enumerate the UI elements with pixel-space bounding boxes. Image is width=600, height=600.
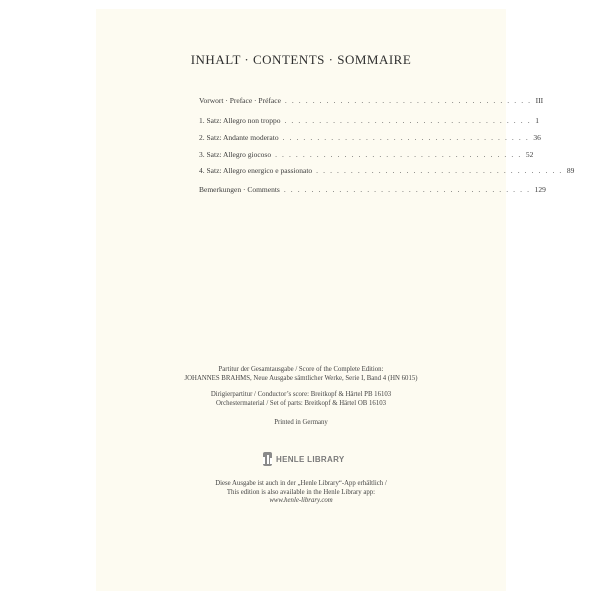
toc-entry-label: Bemerkungen · Comments: [199, 185, 280, 194]
toc-entry-label: 1. Satz: Allegro non troppo: [199, 116, 281, 125]
app-notice-line: This edition is also available in the Henle Library app:: [226, 488, 376, 496]
document-page: [96, 9, 575, 591]
toc-entry-page: 52: [525, 150, 534, 159]
edition-line: JOHANNES BRAHMS, Neue Ausgabe sämtlicher Werke, Serie I, Band 4 (HN 6015): [184, 374, 418, 382]
toc-entry-page: 1: [535, 116, 539, 125]
henle-library-link[interactable]: www.henle-library.com: [269, 497, 333, 504]
toc-leader-dots: . . . . . . . . . . . . . . . . . . . . . . . . . . . . . . . . . . . .: [282, 133, 530, 142]
edition-info: [96, 366, 506, 383]
henle-library-logo: [263, 451, 345, 467]
toc-leader-dots: . . . . . . . . . . . . . . . . . . . . . . . . . . . . . . . . . . . .: [275, 150, 522, 159]
logo-text: HENLE LIBRARY: [276, 454, 345, 464]
toc-entry-comments: [199, 185, 546, 195]
conductor-score-line: Dirigierpartitur / Conductor’s score: Breitkopf & Härtel PB 16103: [210, 391, 392, 398]
toc-entry-preface: [199, 96, 544, 106]
printed-note: [96, 419, 506, 428]
toc-entry-page: 89: [566, 166, 575, 175]
edition-line: Partitur der Gesamtausgabe / Score of the Complete Edition:: [218, 366, 384, 373]
toc-leader-dots: . . . . . . . . . . . . . . . . . . . . . . . . . . . . . . . . . . . .: [284, 116, 532, 125]
toc-leader-dots: . . . . . . . . . . . . . . . . . . . . . . . . . . . . . . . . . . . .: [316, 166, 563, 175]
toc-entry-movement-4: [199, 166, 575, 176]
toc-entry-page: 129: [534, 185, 546, 194]
contents-title: INHALT · CONTENTS · SOMMAIRE: [190, 52, 412, 67]
toc-entry-label: 3. Satz: Allegro giocoso: [199, 150, 272, 159]
app-notice: [96, 480, 506, 506]
toc-entry-movement-2: [199, 133, 541, 143]
orchestral-parts-line: Orchestermaterial / Set of parts: Breitkopf & Härtel OB 16103: [215, 399, 387, 407]
parts-info: [96, 391, 506, 408]
toc-entry-page: III: [535, 96, 544, 105]
toc-entry-movement-1: [199, 116, 539, 126]
toc-entry-label: 4. Satz: Allegro energico e passionato: [199, 166, 313, 175]
toc-entry-page: 36: [533, 133, 541, 142]
henle-library-icon: [263, 452, 272, 466]
printed-in-label: Printed in Germany: [274, 419, 328, 426]
toc-entry-movement-3: [199, 150, 534, 160]
toc-leader-dots: . . . . . . . . . . . . . . . . . . . . . . . . . . . . . . . . . . . .: [284, 96, 532, 105]
toc-entry-label: 2. Satz: Andante moderato: [199, 133, 279, 142]
toc-leader-dots: . . . . . . . . . . . . . . . . . . . . . . . . . . . . . . . . . . . .: [283, 185, 531, 194]
app-notice-line: Diese Ausgabe ist auch in der „Henle Library“-App erhältlich /: [215, 480, 387, 487]
toc-entry-label: Vorwort · Preface · Préface: [199, 96, 281, 105]
